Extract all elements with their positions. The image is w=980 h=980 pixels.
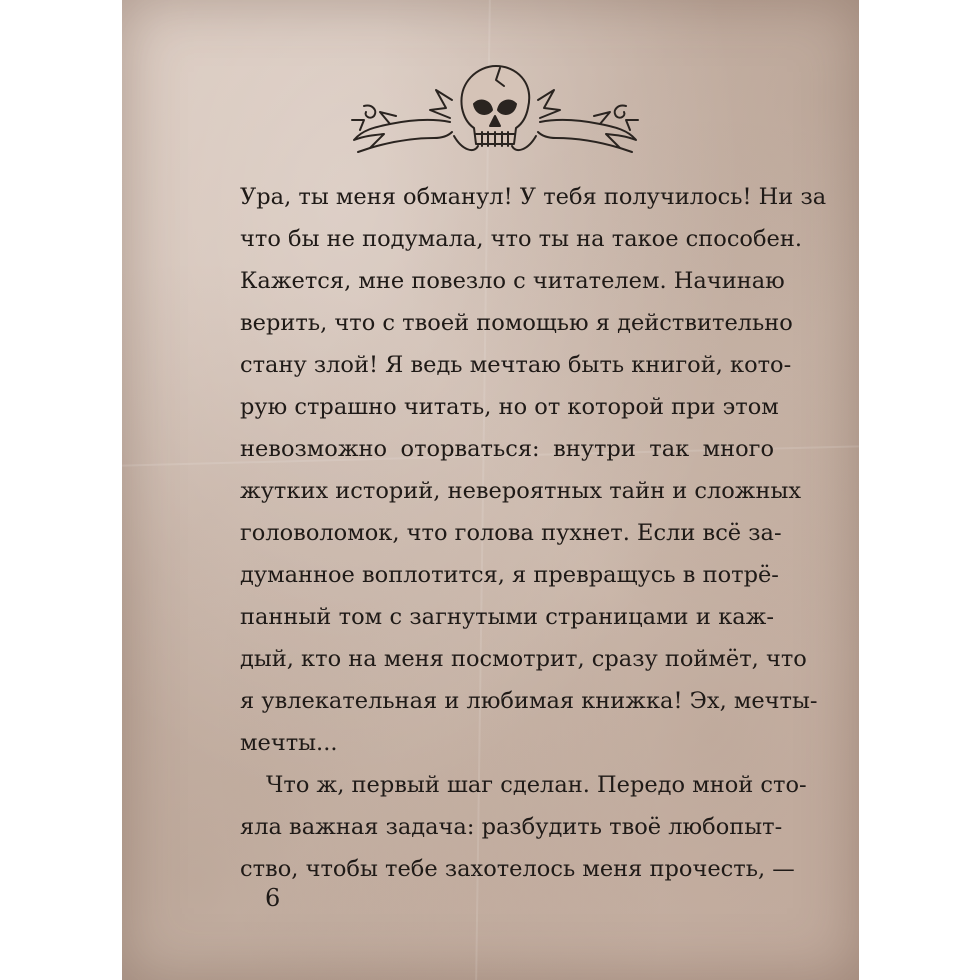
- text-line: невозможно оторваться: внутри так много: [240, 436, 774, 462]
- text-line: Что ж, первый шаг сделан. Передо мной сто-: [266, 772, 807, 798]
- text-line: что бы не подумала, что ты на такое способен.: [240, 226, 802, 252]
- text-line: рую страшно читать, но от которой при этом: [240, 394, 779, 420]
- text-line: я увлекательная и любимая книжка! Эх, мечты-: [240, 688, 818, 714]
- text-line: дый, кто на меня посмотрит, сразу поймёт, что: [240, 646, 807, 672]
- text-line: Кажется, мне повезло с читателем. Начинаю: [240, 268, 785, 294]
- text-line: жутких историй, невероятных тайн и сложных: [240, 478, 802, 504]
- text-line: думанное воплотится, я превращусь в потрё-: [240, 562, 779, 588]
- text-line: Ура, ты меня обманул! У тебя получилось! Ни за: [240, 184, 827, 210]
- page-number: 6: [265, 884, 281, 912]
- text-line: панный том с загнутыми страницами и каж-: [240, 604, 774, 630]
- skull-banner-icon: [350, 60, 640, 160]
- text-line: ство, чтобы тебе захотелось меня прочесть, —: [240, 856, 795, 882]
- body-text: [240, 176, 827, 890]
- text-line: стану злой! Я ведь мечтаю быть книгой, кото-: [240, 352, 792, 378]
- text-line: головоломок, что голова пухнет. Если всё за-: [240, 520, 782, 546]
- book-page: [122, 0, 859, 980]
- text-line: яла важная задача: разбудить твоё любопыт-: [240, 814, 783, 840]
- text-line: верить, что с твоей помощью я действительно: [240, 310, 793, 336]
- text-line: мечты...: [240, 730, 338, 756]
